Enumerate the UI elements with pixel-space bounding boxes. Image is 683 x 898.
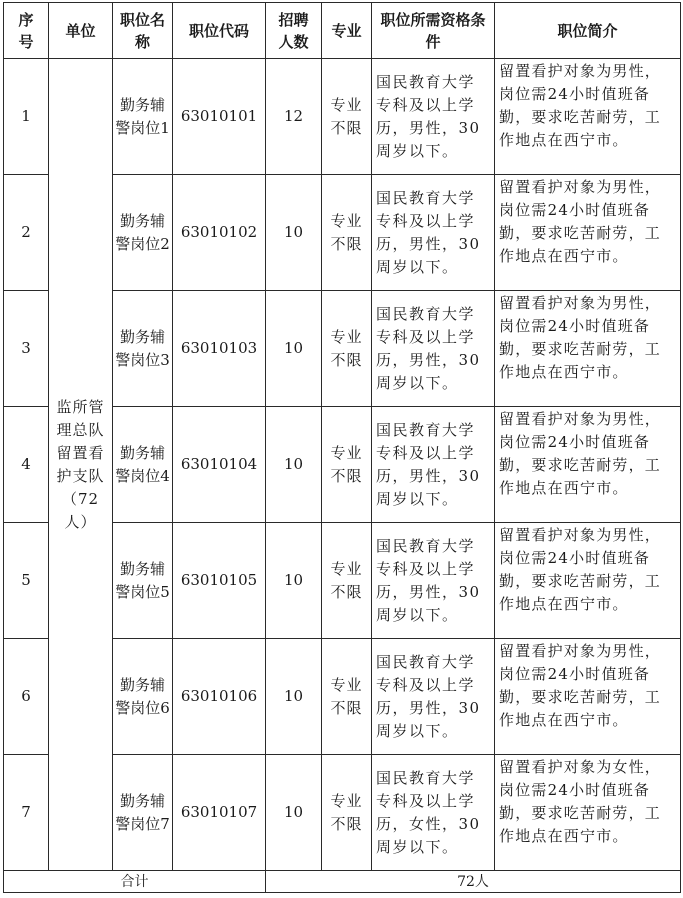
table-row [4, 59, 681, 175]
row-post-code: 63010104 [173, 407, 266, 523]
row-major: 专业不限 [322, 175, 372, 291]
row-major: 专业不限 [322, 407, 372, 523]
recruitment-table [3, 2, 681, 893]
row-major: 专业不限 [322, 523, 372, 639]
header-recruit-count: 招聘人数 [266, 3, 322, 59]
row-post-code: 63010106 [173, 639, 266, 755]
row-count: 10 [266, 175, 322, 291]
row-post-name: 勤务辅警岗位4 [113, 407, 173, 523]
row-qualification: 国民教育大学专科及以上学历，女性，30周岁以下。 [372, 755, 495, 871]
row-post-name: 勤务辅警岗位3 [113, 291, 173, 407]
row-major: 专业不限 [322, 755, 372, 871]
row-post-name: 勤务辅警岗位6 [113, 639, 173, 755]
row-qualification: 国民教育大学专科及以上学历，男性，30周岁以下。 [372, 291, 495, 407]
header-row [4, 3, 681, 59]
row-seq: 4 [4, 407, 49, 523]
total-row [4, 871, 681, 893]
row-description: 留置看护对象为男性，岗位需24小时值班备勤，要求吃苦耐劳，工作地点在西宁市。 [495, 407, 681, 523]
header-qualification: 职位所需资格条件 [372, 3, 495, 59]
row-post-code: 63010105 [173, 523, 266, 639]
unit-name: 监所管理总队留置看护支队（72人） [49, 59, 113, 871]
row-major: 专业不限 [322, 59, 372, 175]
row-post-code: 63010102 [173, 175, 266, 291]
row-count: 10 [266, 407, 322, 523]
row-qualification: 国民教育大学专科及以上学历，男性，30周岁以下。 [372, 639, 495, 755]
row-post-code: 63010103 [173, 291, 266, 407]
row-post-name: 勤务辅警岗位2 [113, 175, 173, 291]
row-count: 10 [266, 291, 322, 407]
row-seq: 1 [4, 59, 49, 175]
total-value: 72人 [266, 871, 681, 893]
row-qualification: 国民教育大学专科及以上学历，男性，30周岁以下。 [372, 175, 495, 291]
row-seq: 7 [4, 755, 49, 871]
table-body [4, 59, 681, 871]
row-major: 专业不限 [322, 639, 372, 755]
header-description: 职位简介 [495, 3, 681, 59]
row-count: 10 [266, 755, 322, 871]
row-count: 12 [266, 59, 322, 175]
row-description: 留置看护对象为男性，岗位需24小时值班备勤，要求吃苦耐劳，工作地点在西宁市。 [495, 175, 681, 291]
row-post-code: 63010101 [173, 59, 266, 175]
header-post-code: 职位代码 [173, 3, 266, 59]
header-seq: 序号 [4, 3, 49, 59]
row-count: 10 [266, 523, 322, 639]
total-label: 合计 [4, 871, 266, 893]
row-seq: 2 [4, 175, 49, 291]
header-unit: 单位 [49, 3, 113, 59]
row-description: 留置看护对象为男性，岗位需24小时值班备勤，要求吃苦耐劳，工作地点在西宁市。 [495, 523, 681, 639]
header-major: 专业 [322, 3, 372, 59]
row-description: 留置看护对象为男性，岗位需24小时值班备勤，要求吃苦耐劳，工作地点在西宁市。 [495, 59, 681, 175]
row-count: 10 [266, 639, 322, 755]
row-seq: 3 [4, 291, 49, 407]
row-post-name: 勤务辅警岗位5 [113, 523, 173, 639]
row-post-name: 勤务辅警岗位1 [113, 59, 173, 175]
header-post-name: 职位名称 [113, 3, 173, 59]
row-description: 留置看护对象为女性，岗位需24小时值班备勤，要求吃苦耐劳，工作地点在西宁市。 [495, 755, 681, 871]
row-seq: 6 [4, 639, 49, 755]
row-description: 留置看护对象为男性，岗位需24小时值班备勤，要求吃苦耐劳，工作地点在西宁市。 [495, 639, 681, 755]
row-description: 留置看护对象为男性，岗位需24小时值班备勤，要求吃苦耐劳，工作地点在西宁市。 [495, 291, 681, 407]
row-qualification: 国民教育大学专科及以上学历，男性，30周岁以下。 [372, 407, 495, 523]
row-qualification: 国民教育大学专科及以上学历，男性，30周岁以下。 [372, 59, 495, 175]
row-major: 专业不限 [322, 291, 372, 407]
row-qualification: 国民教育大学专科及以上学历，男性，30周岁以下。 [372, 523, 495, 639]
row-post-code: 63010107 [173, 755, 266, 871]
row-seq: 5 [4, 523, 49, 639]
row-post-name: 勤务辅警岗位7 [113, 755, 173, 871]
